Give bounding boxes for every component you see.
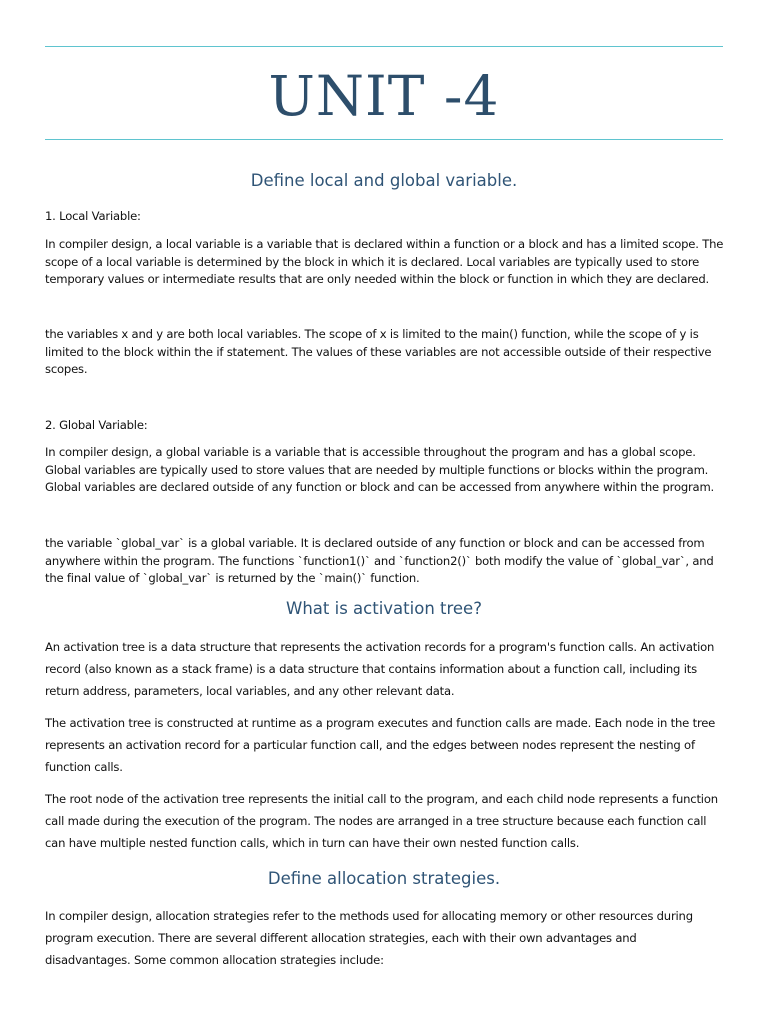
section-heading-activation-tree: What is activation tree? <box>286 599 482 618</box>
local-variable-paragraph: In compiler design, a local variable is a variable that is declared within a function or a block and has a limited scope. The scope of a local variable is determined by the block in which it is declared. Local variables are typically used to store temporary values or intermediate results that are only needed within the block or function in which they are declared. <box>45 237 724 286</box>
section-heading-allocation-strategies: Define allocation strategies. <box>267 869 501 888</box>
global-variable-label: 2. Global Variable: <box>45 418 148 432</box>
page-title: UNIT -4 <box>268 64 500 128</box>
section-heading-local-global: Define local and global variable. <box>250 171 518 190</box>
local-variable-example-paragraph: the variables x and y are both local variables. The scope of x is limited to the main() function, while the scope of y is limited to the block within the if statement. The values of these variables are not accessible outside of their respective scopes. <box>45 327 712 376</box>
activation-tree-paragraph-3: The root node of the activation tree represents the initial call to the program, and each child node represents a function call made during the execution of the program. The nodes are arranged in a tree structure because each function call can have multiple nested function calls, which in turn can have their own nested function calls. <box>45 792 718 850</box>
global-variable-paragraph: In compiler design, a global variable is a variable that is accessible throughout the program and has a global scope. Global variables are typically used to store values that are needed by multiple functions or blocks within the program. Global variables are declared outside of any function or block and can be accessed from anywhere within the program. <box>45 445 715 494</box>
top-divider-line <box>45 46 723 47</box>
activation-tree-paragraph-1: An activation tree is a data structure that represents the activation records for a program's function calls. An activation record (also known as a stack frame) is a data structure that contains information about a function call, including its return address, parameters, local variables, and any other relevant data. <box>45 640 715 698</box>
bottom-divider-line <box>45 139 723 140</box>
allocation-strategies-paragraph: In compiler design, allocation strategies refer to the methods used for allocating memory or other resources during program execution. There are several different allocation strategies, each with their own advantages and disadvantages. Some common allocation strategies include: <box>45 909 693 967</box>
activation-tree-paragraph-2: The activation tree is constructed at runtime as a program executes and function calls are made. Each node in the tree represents an activation record for a particular function call, and the edges between nodes represent the nesting of function calls. <box>45 716 716 774</box>
global-variable-example-paragraph: the variable `global_var` is a global variable. It is declared outside of any function or block and can be accessed from anywhere within the program. The functions `function1()` and `function2()` both modify the value of `global_var`, and the final value of `global_var` is returned by the `main()` function. <box>45 536 714 585</box>
local-variable-label: 1. Local Variable: <box>45 209 141 223</box>
